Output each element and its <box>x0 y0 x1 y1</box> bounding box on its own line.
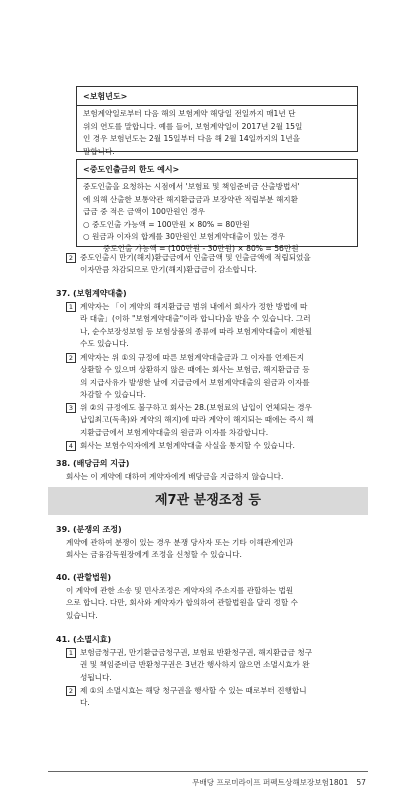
item-line: 상환할 수 있으며 상환하지 않은 때에는 회사는 보험금, 해지환급금 등 <box>80 365 310 375</box>
item-line: 권 및 책임준비금 반환청구권은 3년간 행사하지 않으면 소멸시효가 완 <box>80 660 310 670</box>
clause-item <box>66 252 362 277</box>
item-number: 2 <box>66 685 76 697</box>
item-line: 수도 있습니다. <box>80 339 129 349</box>
item-line: 의 지급사유가 발생한 날에 지급금에서 보험계약대출의 원금과 이자를 <box>80 377 310 387</box>
box-line: 위의 연도를 말합니다. 예를 들어, 보험계약일이 2017년 2월 15일 <box>83 121 303 131</box>
item-line: 계약자는 위 ①의 규정에 따른 보험계약대출금과 그 이자를 언제든지 <box>80 353 305 362</box>
section-text <box>66 585 362 622</box>
divider <box>77 178 357 179</box>
box-line: 에 의해 산출한 보통약관 해지환급금과 보장약관 적립부분 해지환 <box>83 194 298 204</box>
item-line: 계약자는 「이 계약의 해지환급금 범위 내에서 회사가 정한 방법에 따 <box>80 302 308 311</box>
chapter-title: 제7관 분쟁조정 등 <box>48 487 368 515</box>
box-line: 급금 중 적은 금액이 100만원인 경우 <box>83 207 205 217</box>
box-line: 말합니다. <box>83 146 115 156</box>
clause-item <box>66 440 362 452</box>
section-text <box>66 537 362 562</box>
text-line: 있습니다. <box>66 610 98 620</box>
section-heading: 37. (보험계약대출) <box>56 289 127 298</box>
footer-title: 무배당 프로미라이프 퍼펙트상해보장보험1801 <box>192 778 349 787</box>
item-line: 납입최고(독촉)와 계약의 해지)에 따라 계약이 해지되는 때에는 즉시 해 <box>80 415 314 425</box>
section-heading: 41. (소멸시효) <box>56 635 112 644</box>
item-line: 보험금청구권, 만기환급금청구권, 보험료 반환청구권, 해지환급금 청구 <box>80 648 313 657</box>
clause-item <box>66 647 362 684</box>
text-line: 계약에 관하여 분쟁이 있는 경우 분쟁 당사자 또는 기타 이해관계인과 <box>66 538 294 547</box>
item-line: 차감할 수 있습니다. <box>80 390 146 400</box>
example-line: ○ 중도인출 가능액 = 100만원 × 80% = 80만원 <box>83 219 250 229</box>
text-line: 이 계약에 관한 소송 및 민사조정은 계약자의 주소지를 관할하는 법원 <box>66 586 294 595</box>
item-line: 지환급금에서 보험계약대출의 원금과 이자를 차감합니다. <box>80 427 269 437</box>
item-number: 2 <box>66 252 76 264</box>
clause-item <box>66 685 362 710</box>
item-line: 회사는 보험수익자에게 보험계약대출 사실을 통지할 수 있습니다. <box>80 441 295 450</box>
box-line: 중도인출을 요청하는 시점에서 '보험료 및 책임준비금 산출방법서' <box>83 182 300 192</box>
footer-divider <box>48 771 368 772</box>
item-number: 4 <box>66 440 76 452</box>
item-number: 2 <box>66 352 76 364</box>
clause-item <box>66 352 362 402</box>
box-line: 보험계약일로부터 다음 해의 보험계약 해당일 전일까지 매1년 단 <box>83 109 296 119</box>
divider <box>77 105 357 106</box>
item-number: 1 <box>66 301 76 313</box>
example-line: ○ 원금과 이자의 합계를 30만원인 보험계약대출이 있는 경우 <box>83 232 285 242</box>
clause-item <box>66 402 362 439</box>
clause-item <box>66 301 362 351</box>
example-line: 중도인출 가능액 = (100만원 - 30만원) × 80% = 56만원 <box>103 244 299 254</box>
item-line: 제 ①의 소멸시효는 해당 청구권을 행사할 수 있는 때로부터 진행합니 <box>80 686 307 695</box>
insurance-year-box <box>76 86 358 156</box>
text-line: 으로 합니다. 다만, 회사와 계약자가 합의하여 관할법원을 달리 정할 수 <box>66 598 298 608</box>
item-line: 라 대출」(이하 "보험계약대출"이라 합니다)을 받을 수 있습니다. 그러 <box>80 314 311 324</box>
withdrawal-limit-box <box>76 159 358 254</box>
section-heading: 38. (배당금의 지급) <box>56 459 130 468</box>
item-line: 다. <box>80 698 90 708</box>
item-line: 성됩니다. <box>80 672 112 682</box>
section-text: 회사는 이 계약에 대하여 계약자에게 배당금을 지급하지 않습니다. <box>66 472 284 481</box>
box-title: <중도인출금의 한도 예시> <box>83 165 180 174</box>
box-line: 인 경우 보험년도는 2월 15일부터 다음 해 2월 14일까지의 1년을 <box>83 134 300 144</box>
page-footer <box>192 777 366 788</box>
item-line: 중도인출시 만기(해지)환급금에서 인출금액 및 인출금액에 적립되었을 <box>80 253 311 262</box>
item-line: 나, 순수보장성보험 등 보험상품의 종류에 따라 보험계약대출이 제한될 <box>80 326 313 336</box>
item-number: 3 <box>66 402 76 414</box>
item-line: 이자만큼 차감되므로 만기(해지)환급금이 감소합니다. <box>80 265 257 275</box>
section-heading: 40. (관할법원) <box>56 573 112 582</box>
text-line: 회사는 금융감독원장에게 조정을 신청할 수 있습니다. <box>66 550 242 560</box>
section-heading: 39. (분쟁의 조정) <box>56 525 122 534</box>
item-number: 1 <box>66 647 76 659</box>
box-title: <보험년도> <box>83 92 128 101</box>
page-number: 57 <box>356 778 366 787</box>
item-line: 위 ②의 규정에도 불구하고 회사는 28.(보험료의 납입이 연체되는 경우 <box>80 403 312 412</box>
